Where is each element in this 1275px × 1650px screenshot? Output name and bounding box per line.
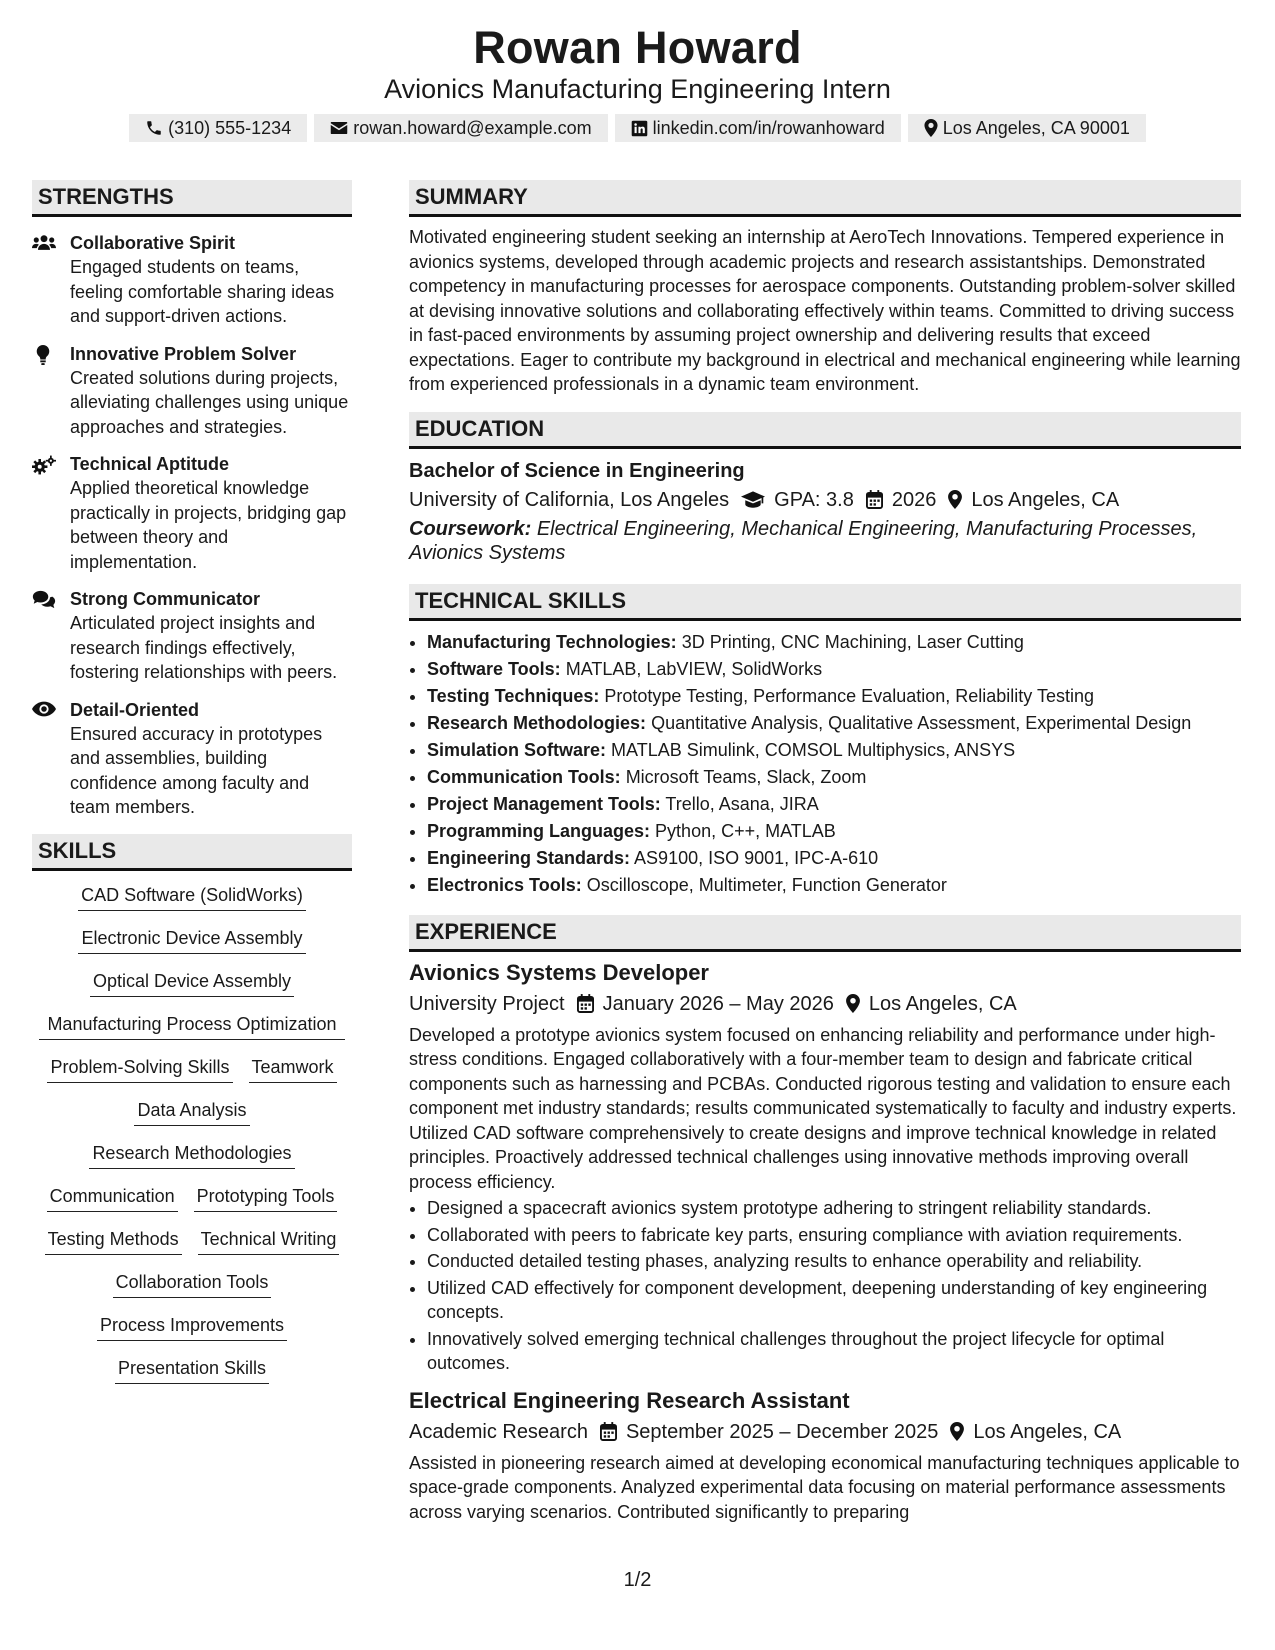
list-item bbox=[427, 683, 1241, 710]
location-text: Los Angeles, CA 90001 bbox=[942, 117, 1130, 138]
tech-skill-label: Testing Techniques: bbox=[427, 685, 600, 706]
eye-icon bbox=[32, 698, 70, 820]
skill-tag: Data Analysis bbox=[134, 1098, 249, 1126]
tech-skill-value: 3D Printing, CNC Machining, Laser Cutting bbox=[681, 631, 1024, 652]
list-item bbox=[427, 764, 1241, 791]
skill-tag: Process Improvements bbox=[97, 1313, 287, 1341]
strength-title: Innovative Problem Solver bbox=[70, 343, 297, 364]
strength-title: Technical Aptitude bbox=[70, 454, 230, 474]
education-heading: EDUCATION bbox=[409, 412, 1241, 449]
list-item: • Collaborated with peers to fabricate key parts, ensuring compliance with aviation requirements. bbox=[427, 1223, 1241, 1248]
left-column bbox=[32, 180, 352, 1399]
list-item bbox=[427, 791, 1241, 818]
education-meta bbox=[409, 485, 1241, 515]
education-gpa: GPA: 3.8 bbox=[774, 488, 854, 511]
list-item: • Utilized CAD effectively for component development, deepening understanding of key engineering concepts. bbox=[427, 1276, 1241, 1325]
tech-skill-label: Communication Tools: bbox=[427, 766, 621, 787]
list-item bbox=[427, 629, 1241, 656]
cogs-icon bbox=[32, 452, 70, 574]
tech-skill-value: MATLAB Simulink, COMSOL Multiphysics, ANSYS bbox=[611, 739, 1016, 760]
job-dates: January 2026 – May 2026 bbox=[602, 992, 834, 1015]
contact-bar bbox=[0, 114, 1275, 142]
skill-tag: Communication bbox=[47, 1184, 178, 1212]
candidate-name: Rowan Howard bbox=[473, 22, 802, 73]
strength-item bbox=[32, 698, 352, 820]
tech-skill-value: Oscilloscope, Multimeter, Function Generator bbox=[586, 874, 947, 895]
tech-skill-value: Quantitative Analysis, Qualitative Assessment, Experimental Design bbox=[651, 712, 1192, 733]
map-marker-icon bbox=[950, 1422, 964, 1441]
list-item bbox=[427, 818, 1241, 845]
tech-skill-value: AS9100, ISO 9001, IPC-A-610 bbox=[634, 847, 879, 868]
tech-skill-label: Research Methodologies: bbox=[427, 712, 647, 733]
skills-heading: SKILLS bbox=[32, 834, 352, 871]
tech-skill-label: Project Management Tools: bbox=[427, 793, 661, 814]
technical-skills-list bbox=[409, 629, 1241, 899]
linkedin-text: linkedin.com/in/rowanhoward bbox=[652, 117, 885, 138]
calendar-icon bbox=[600, 1422, 617, 1441]
job-meta bbox=[409, 989, 1241, 1019]
technical-skills-heading: TECHNICAL SKILLS bbox=[409, 584, 1241, 621]
skill-tag bbox=[39, 1012, 345, 1040]
skill-tag: Electronic Device Assembly bbox=[78, 926, 305, 954]
contact-phone[interactable] bbox=[129, 114, 307, 142]
skill-tag: Technical Writing bbox=[198, 1227, 340, 1255]
strength-desc: Created solutions during projects, alleviating challenges using unique approaches and strategies. bbox=[70, 367, 349, 437]
skill-tag: Teamwork bbox=[249, 1055, 337, 1083]
skill-tag: Problem-Solving Skills bbox=[47, 1055, 232, 1083]
skill-text: Manufacturing Process Optimization bbox=[47, 1013, 337, 1034]
skill-tag: Prototyping Tools bbox=[194, 1184, 338, 1212]
job-title: Electrical Engineering Research Assistant bbox=[409, 1387, 850, 1413]
tech-skill-value: MATLAB, LabVIEW, SolidWorks bbox=[565, 658, 823, 679]
list-item bbox=[427, 737, 1241, 764]
list-item bbox=[427, 845, 1241, 872]
contact-email[interactable] bbox=[314, 114, 607, 142]
list-item: • Designed a spacecraft avionics system prototype adhering to stringent reliability standards. bbox=[427, 1196, 1241, 1221]
envelope-icon bbox=[330, 120, 348, 136]
map-marker-icon bbox=[846, 994, 860, 1013]
job-entry bbox=[409, 958, 1241, 1376]
strengths-heading: STRENGTHS bbox=[32, 180, 352, 217]
education-school: University of California, Los Angeles bbox=[409, 488, 730, 511]
education-year: 2026 bbox=[891, 488, 937, 511]
job-description: Assisted in pioneering research aimed at developing economical manufacturing techniques applicable to space-grade components. Analyzed experimental data focusing on material performance assessments across varying scenarios. Contributed significantly to preparing bbox=[409, 1452, 1240, 1522]
tech-skill-value: Trello, Asana, JIRA bbox=[665, 793, 819, 814]
job-bullets bbox=[409, 1196, 1241, 1376]
lightbulb-icon bbox=[32, 342, 70, 440]
strength-desc: Ensured accuracy in prototypes and assemblies, building confidence among faculty and team members. bbox=[70, 723, 323, 817]
job-entry bbox=[409, 1386, 1241, 1525]
tech-skill-label: Programming Languages: bbox=[427, 820, 651, 841]
contact-location bbox=[908, 114, 1146, 142]
strength-title: Strong Communicator bbox=[70, 589, 261, 609]
coursework-list: Electrical Engineering, Mechanical Engineering, Manufacturing Processes, Avionics Systems bbox=[409, 517, 1198, 564]
comments-icon bbox=[32, 587, 70, 685]
skill-tag: CAD Software (SolidWorks) bbox=[78, 883, 306, 911]
job-dates: September 2025 – December 2025 bbox=[625, 1420, 939, 1443]
page-number: 1/2 bbox=[623, 1569, 652, 1591]
job-title: Avionics Systems Developer bbox=[409, 959, 709, 985]
skill-tag: Testing Methods bbox=[45, 1227, 182, 1255]
tech-skill-value: Microsoft Teams, Slack, Zoom bbox=[625, 766, 867, 787]
strength-desc: Articulated project insights and research findings effectively, fostering relationships with peers. bbox=[70, 613, 338, 682]
tech-skill-label: Software Tools: bbox=[427, 658, 561, 679]
strength-item bbox=[32, 231, 352, 329]
linkedin-icon bbox=[631, 120, 648, 137]
summary-text: Motivated engineering student seeking an internship at AeroTech Innovations. Tempered experience in avionics systems, developed through academic projects and research assistantships. Demonstrated competency in manufacturing processes for aerospace components. Outstanding problem-solver skilled at devising innovative solutions and collaborating effectively within teams. Committed to driving success in fast-paced environments by assuming project ownership and delivering results that exceed expectations. Eager to contribute my background in electrical and mechanical engineering while learning from experienced professionals in a dynamic team environment. bbox=[409, 227, 1241, 394]
list-item bbox=[427, 872, 1241, 899]
strengths-list bbox=[32, 231, 352, 820]
email-text: rowan.howard@example.com bbox=[353, 117, 592, 138]
tech-skill-value: Python, C++, MATLAB bbox=[655, 820, 836, 841]
phone-icon bbox=[145, 119, 163, 137]
coursework bbox=[409, 517, 1241, 566]
strength-desc: Engaged students on teams, feeling comfortable sharing ideas and support-driven actions. bbox=[70, 257, 335, 326]
job-org: Academic Research bbox=[409, 1420, 588, 1443]
strength-item bbox=[32, 452, 352, 574]
tech-skill-label: Simulation Software: bbox=[427, 739, 607, 760]
coursework-label: Coursework: bbox=[409, 517, 532, 540]
tech-skill-label: Electronics Tools: bbox=[427, 874, 582, 895]
summary-heading: SUMMARY bbox=[409, 180, 1241, 217]
job-location: Los Angeles, CA bbox=[973, 1420, 1122, 1443]
skill-tag: Presentation Skills bbox=[115, 1356, 269, 1384]
skill-tag: Collaboration Tools bbox=[113, 1270, 272, 1298]
tech-skill-value: Prototype Testing, Performance Evaluation, Reliability Testing bbox=[604, 685, 1094, 706]
contact-linkedin[interactable] bbox=[615, 114, 901, 142]
list-item: • Conducted detailed testing phases, analyzing results to enhance operability and reliability. bbox=[427, 1249, 1241, 1274]
job-meta bbox=[409, 1417, 1241, 1447]
experience-heading: EXPERIENCE bbox=[409, 915, 1241, 952]
strength-title: Collaborative Spirit bbox=[70, 233, 236, 253]
map-marker-icon bbox=[924, 119, 938, 137]
strength-item bbox=[32, 342, 352, 440]
candidate-title: Avionics Manufacturing Engineering Intern bbox=[384, 74, 891, 104]
tech-skill-label: Engineering Standards: bbox=[427, 847, 631, 868]
job-description: Developed a prototype avionics system focused on enhancing reliability and performance under high-stress conditions. Engaged collaboratively with a four-member team to design and fabricate critical components such as harnessing and PCBAs. Conducted rigorous testing and validation to ensure each component met industry standards; results communicated systematically to faculty and industry experts. Utilized CAD software comprehensively to create designs and improve technical knowledge in related principles. Proactively addressed technical challenges using innovative methods improving overall process efficiency. bbox=[409, 1024, 1237, 1192]
job-location: Los Angeles, CA bbox=[868, 992, 1017, 1015]
skill-tag: Research Methodologies bbox=[89, 1141, 294, 1169]
list-item bbox=[427, 710, 1241, 737]
map-marker-icon bbox=[948, 490, 962, 509]
skills-list bbox=[32, 883, 352, 1399]
users-icon bbox=[32, 231, 70, 329]
calendar-icon bbox=[866, 490, 883, 509]
calendar-icon bbox=[577, 994, 594, 1013]
tech-skill-label: Manufacturing Technologies: bbox=[427, 631, 677, 652]
education-location: Los Angeles, CA bbox=[971, 488, 1120, 511]
phone-text: (310) 555-1234 bbox=[168, 117, 292, 138]
strength-item bbox=[32, 587, 352, 685]
skill-tag: Optical Device Assembly bbox=[90, 969, 294, 997]
graduation-cap-icon bbox=[741, 491, 765, 509]
right-column bbox=[409, 180, 1241, 1524]
job-org: University Project bbox=[409, 992, 565, 1015]
list-item: • Innovatively solved emerging technical challenges throughout the project lifecycle for optimal outcomes. bbox=[427, 1327, 1241, 1376]
strength-title: Detail-Oriented bbox=[70, 699, 200, 720]
strength-desc: Applied theoretical knowledge practically in projects, bridging gap between theory and implementation. bbox=[70, 478, 347, 572]
education-degree: Bachelor of Science in Engineering bbox=[409, 459, 745, 482]
list-item bbox=[427, 656, 1241, 683]
